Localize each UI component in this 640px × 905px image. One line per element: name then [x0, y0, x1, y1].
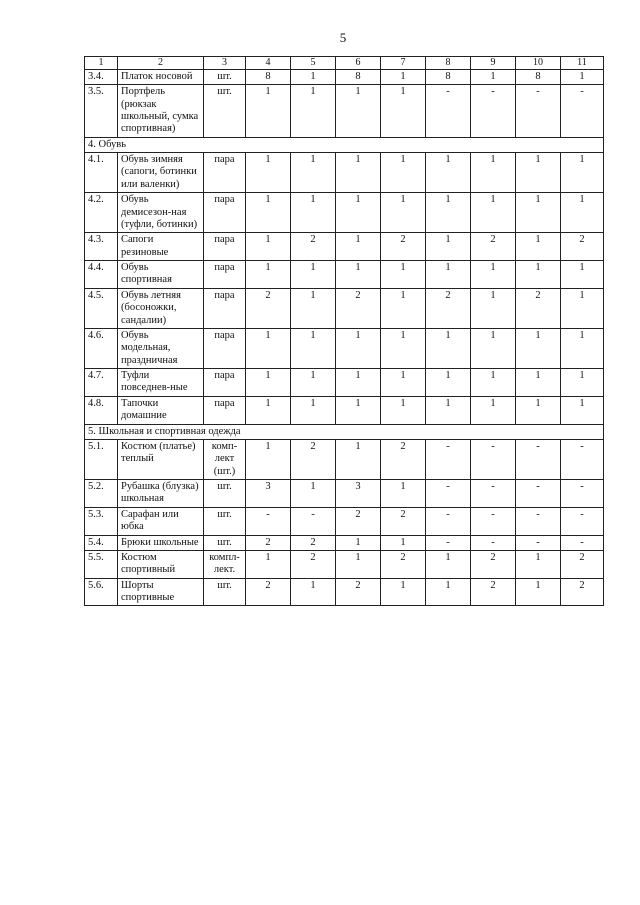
value-cell: - — [516, 85, 561, 138]
value-cell: 2 — [336, 507, 381, 535]
item-unit: пара — [204, 193, 246, 233]
value-cell: - — [426, 439, 471, 479]
value-cell: 1 — [426, 396, 471, 424]
item-number: 4.7. — [85, 369, 118, 397]
item-unit: пара — [204, 288, 246, 328]
header-cell: 1 — [85, 57, 118, 70]
value-cell: 1 — [336, 535, 381, 550]
value-cell: 1 — [426, 578, 471, 606]
table-row — [85, 261, 604, 289]
value-cell: 1 — [381, 369, 426, 397]
value-cell: - — [471, 535, 516, 550]
value-cell: 2 — [246, 288, 291, 328]
value-cell: 1 — [381, 69, 426, 84]
value-cell: 1 — [336, 261, 381, 289]
value-cell: 1 — [291, 396, 336, 424]
table-row — [85, 439, 604, 479]
item-unit: компл-лект. — [204, 550, 246, 578]
header-cell: 7 — [381, 57, 426, 70]
value-cell: 1 — [291, 288, 336, 328]
header-cell: 2 — [118, 57, 204, 70]
value-cell: - — [291, 507, 336, 535]
value-cell: 8 — [336, 69, 381, 84]
item-unit: пара — [204, 328, 246, 368]
item-number: 4.1. — [85, 153, 118, 193]
item-unit: пара — [204, 396, 246, 424]
value-cell: 1 — [381, 535, 426, 550]
value-cell: 1 — [246, 439, 291, 479]
value-cell: 1 — [291, 480, 336, 508]
table-row — [85, 288, 604, 328]
header-cell: 9 — [471, 57, 516, 70]
value-cell: 2 — [381, 507, 426, 535]
header-cell: 11 — [561, 57, 604, 70]
item-number: 4.4. — [85, 261, 118, 289]
table-row — [85, 578, 604, 606]
value-cell: 2 — [246, 535, 291, 550]
table-row — [85, 193, 604, 233]
value-cell: 1 — [561, 261, 604, 289]
value-cell: 2 — [561, 550, 604, 578]
value-cell: 1 — [516, 233, 561, 261]
value-cell: - — [561, 507, 604, 535]
item-number: 5.2. — [85, 480, 118, 508]
table-row — [85, 69, 604, 84]
value-cell: - — [426, 480, 471, 508]
value-cell: 1 — [561, 69, 604, 84]
value-cell: 1 — [336, 439, 381, 479]
item-unit: шт. — [204, 480, 246, 508]
item-name: Брюки школьные — [118, 535, 204, 550]
value-cell: 1 — [426, 369, 471, 397]
value-cell: 1 — [471, 69, 516, 84]
value-cell: 1 — [471, 396, 516, 424]
item-number: 5.5. — [85, 550, 118, 578]
item-name: Сарафан или юбка — [118, 507, 204, 535]
value-cell: 1 — [291, 193, 336, 233]
value-cell: 1 — [516, 396, 561, 424]
item-number: 4.8. — [85, 396, 118, 424]
item-number: 4.2. — [85, 193, 118, 233]
value-cell: 2 — [291, 535, 336, 550]
item-unit: пара — [204, 153, 246, 193]
value-cell: 1 — [561, 328, 604, 368]
value-cell: 2 — [561, 578, 604, 606]
value-cell: 1 — [291, 578, 336, 606]
table-row — [85, 550, 604, 578]
item-unit: пара — [204, 369, 246, 397]
value-cell: 1 — [471, 328, 516, 368]
header-row — [85, 57, 604, 70]
value-cell: 2 — [246, 578, 291, 606]
value-cell: 1 — [516, 578, 561, 606]
header-cell: 10 — [516, 57, 561, 70]
table-row — [85, 369, 604, 397]
clothing-norms-table — [84, 56, 604, 606]
header-cell: 8 — [426, 57, 471, 70]
value-cell: 1 — [246, 550, 291, 578]
value-cell: 2 — [516, 288, 561, 328]
item-name: Тапочки домашние — [118, 396, 204, 424]
value-cell: 1 — [336, 85, 381, 138]
value-cell: 1 — [471, 193, 516, 233]
value-cell: 1 — [561, 288, 604, 328]
item-name: Костюм (платье) теплый — [118, 439, 204, 479]
value-cell: 1 — [336, 153, 381, 193]
value-cell: 1 — [471, 261, 516, 289]
value-cell: 1 — [381, 328, 426, 368]
value-cell: 2 — [291, 550, 336, 578]
value-cell: 1 — [426, 153, 471, 193]
section-row — [85, 424, 604, 439]
value-cell: 2 — [561, 233, 604, 261]
item-number: 5.4. — [85, 535, 118, 550]
value-cell: 2 — [471, 550, 516, 578]
value-cell: 1 — [381, 288, 426, 328]
table-row — [85, 507, 604, 535]
value-cell: - — [516, 535, 561, 550]
value-cell: 2 — [381, 233, 426, 261]
value-cell: 2 — [426, 288, 471, 328]
value-cell: 1 — [471, 288, 516, 328]
item-name: Обувь зимняя (сапоги, ботинки или валенки) — [118, 153, 204, 193]
section-row — [85, 137, 604, 152]
value-cell: 1 — [561, 193, 604, 233]
item-number: 4.3. — [85, 233, 118, 261]
item-unit: шт. — [204, 535, 246, 550]
header-cell: 6 — [336, 57, 381, 70]
value-cell: 1 — [516, 261, 561, 289]
item-name: Портфель (рюкзак школьный, сумка спортивная) — [118, 85, 204, 138]
section-title: 5. Школьная и спортивная одежда — [85, 424, 604, 439]
table-row — [85, 535, 604, 550]
value-cell: - — [471, 85, 516, 138]
value-cell: 1 — [291, 69, 336, 84]
value-cell: 1 — [381, 578, 426, 606]
table-row — [85, 480, 604, 508]
item-name: Обувь спортивная — [118, 261, 204, 289]
value-cell: - — [426, 535, 471, 550]
item-number: 5.6. — [85, 578, 118, 606]
value-cell: 1 — [561, 369, 604, 397]
item-unit: пара — [204, 261, 246, 289]
value-cell: 2 — [336, 288, 381, 328]
value-cell: 1 — [426, 233, 471, 261]
item-unit: пара — [204, 233, 246, 261]
value-cell: 1 — [336, 233, 381, 261]
value-cell: 1 — [291, 85, 336, 138]
header-cell: 4 — [246, 57, 291, 70]
value-cell: 8 — [426, 69, 471, 84]
item-name: Костюм спортивный — [118, 550, 204, 578]
value-cell: - — [516, 507, 561, 535]
value-cell: 1 — [381, 85, 426, 138]
value-cell: 1 — [246, 233, 291, 261]
table-row — [85, 85, 604, 138]
value-cell: - — [471, 480, 516, 508]
item-number: 3.4. — [85, 69, 118, 84]
value-cell: 2 — [381, 550, 426, 578]
value-cell: 1 — [516, 369, 561, 397]
value-cell: - — [426, 85, 471, 138]
value-cell: 2 — [291, 233, 336, 261]
item-name: Рубашка (блузка) школьная — [118, 480, 204, 508]
value-cell: 3 — [336, 480, 381, 508]
value-cell: - — [561, 85, 604, 138]
value-cell: 1 — [291, 369, 336, 397]
value-cell: 1 — [336, 396, 381, 424]
value-cell: 1 — [516, 328, 561, 368]
section-title: 4. Обувь — [85, 137, 604, 152]
item-unit: шт. — [204, 85, 246, 138]
item-unit: шт. — [204, 507, 246, 535]
value-cell: 1 — [561, 396, 604, 424]
value-cell: - — [471, 439, 516, 479]
value-cell: 1 — [516, 193, 561, 233]
item-number: 4.6. — [85, 328, 118, 368]
item-unit: комп-лект (шт.) — [204, 439, 246, 479]
value-cell: 1 — [426, 193, 471, 233]
value-cell: 1 — [291, 153, 336, 193]
item-name: Обувь летняя (босоножки, сандалии) — [118, 288, 204, 328]
value-cell: 1 — [246, 261, 291, 289]
value-cell: 1 — [471, 369, 516, 397]
value-cell: 2 — [291, 439, 336, 479]
value-cell: 1 — [426, 328, 471, 368]
value-cell: - — [246, 507, 291, 535]
value-cell: 8 — [516, 69, 561, 84]
item-number: 4.5. — [85, 288, 118, 328]
value-cell: - — [561, 480, 604, 508]
value-cell: 1 — [381, 396, 426, 424]
item-name: Платок носовой — [118, 69, 204, 84]
value-cell: 1 — [246, 328, 291, 368]
value-cell: 1 — [381, 153, 426, 193]
value-cell: 1 — [426, 550, 471, 578]
value-cell: 1 — [291, 261, 336, 289]
value-cell: - — [561, 535, 604, 550]
value-cell: - — [516, 439, 561, 479]
item-name: Туфли повседнев-ные — [118, 369, 204, 397]
table-row — [85, 396, 604, 424]
table-row — [85, 153, 604, 193]
value-cell: 1 — [381, 193, 426, 233]
item-name: Сапоги резиновые — [118, 233, 204, 261]
value-cell: 3 — [246, 480, 291, 508]
value-cell: - — [426, 507, 471, 535]
value-cell: 1 — [381, 261, 426, 289]
value-cell: 1 — [336, 328, 381, 368]
page-number: 5 — [339, 30, 347, 45]
value-cell: 1 — [246, 153, 291, 193]
value-cell: 1 — [246, 396, 291, 424]
item-name: Обувь модельная, праздничная — [118, 328, 204, 368]
header-cell: 5 — [291, 57, 336, 70]
value-cell: 1 — [561, 153, 604, 193]
value-cell: 2 — [471, 578, 516, 606]
value-cell: 8 — [246, 69, 291, 84]
table-row — [85, 328, 604, 368]
item-name: Шорты спортивные — [118, 578, 204, 606]
item-number: 3.5. — [85, 85, 118, 138]
value-cell: 1 — [381, 480, 426, 508]
item-number: 5.3. — [85, 507, 118, 535]
item-unit: шт. — [204, 578, 246, 606]
table-row — [85, 233, 604, 261]
value-cell: 1 — [336, 369, 381, 397]
value-cell: 2 — [471, 233, 516, 261]
value-cell: 1 — [336, 193, 381, 233]
value-cell: 1 — [426, 261, 471, 289]
value-cell: 2 — [336, 578, 381, 606]
value-cell: 1 — [336, 550, 381, 578]
value-cell: - — [561, 439, 604, 479]
value-cell: 1 — [246, 369, 291, 397]
value-cell: 1 — [516, 550, 561, 578]
header-cell: 3 — [204, 57, 246, 70]
item-name: Обувь демисезон-ная (туфли, ботинки) — [118, 193, 204, 233]
value-cell: 1 — [471, 153, 516, 193]
value-cell: 1 — [516, 153, 561, 193]
value-cell: 2 — [381, 439, 426, 479]
item-unit: шт. — [204, 69, 246, 84]
item-number: 5.1. — [85, 439, 118, 479]
value-cell: - — [516, 480, 561, 508]
value-cell: - — [471, 507, 516, 535]
value-cell: 1 — [291, 328, 336, 368]
value-cell: 1 — [246, 85, 291, 138]
value-cell: 1 — [246, 193, 291, 233]
